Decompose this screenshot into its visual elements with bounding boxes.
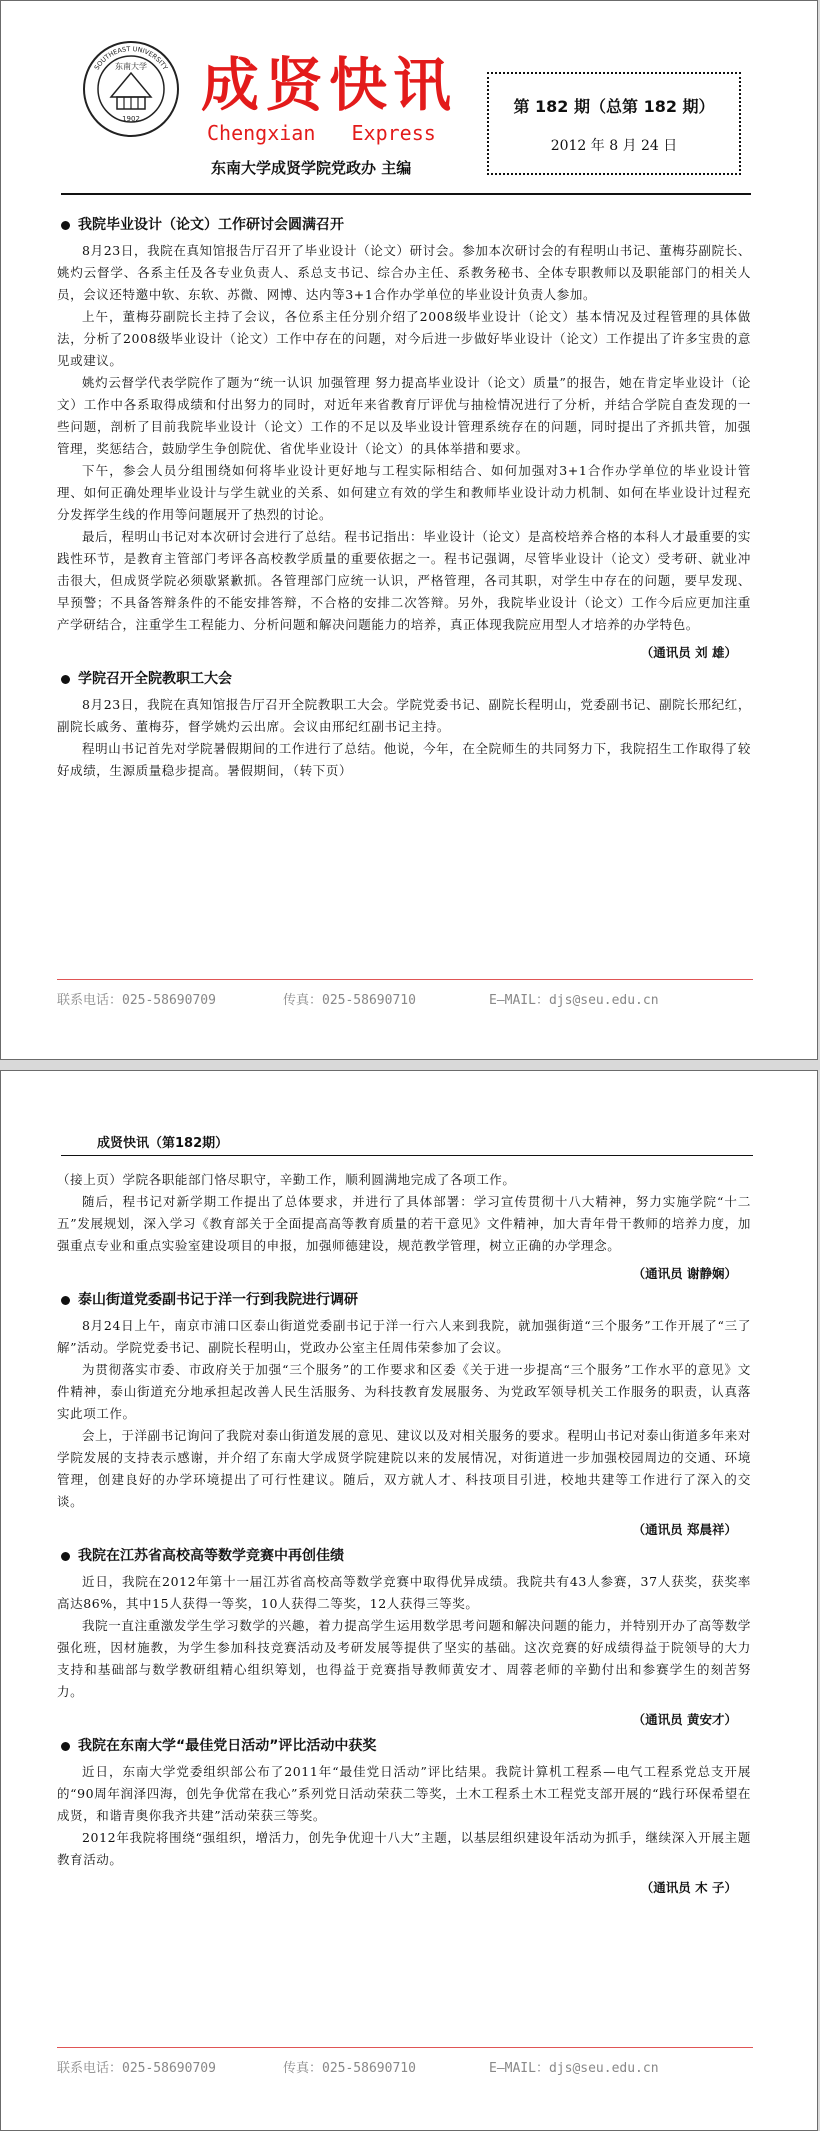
running-header: 成贤快讯（第182期）	[97, 1136, 229, 1151]
footer-email: E—MAIL：djs@seu.edu.cn	[489, 2061, 659, 2076]
article-headline: 我院在江苏省高校高等数学竞赛中再创佳绩	[57, 1545, 751, 1567]
bullet-icon	[61, 675, 70, 684]
footer-email: E—MAIL：djs@seu.edu.cn	[489, 993, 659, 1008]
paragraph: 姚灼云督学代表学院作了题为“统一认识 加强管理 努力提高毕业设计（论文）质量”的报告，她在肯定毕业设计（论文）工作中各系取得成绩和付出努力的同时，对近年来省教育厅评优与抽检情况进行了分析，并结合学院自查发现的一些问题，剖析了目前我院毕业设计（论文）工作的不足以及毕业设计管理系统存在的问题，同时提出了齐抓共管，加强管理，奖惩结合，鼓励学生争创院优、省优毕业设计（论文）的具体举措和要求。	[57, 375, 751, 456]
university-seal-logo	[81, 39, 181, 139]
footer-phone: 联系电话：025-58690709	[57, 993, 216, 1008]
article-byline: （通讯员 谢静娴）	[632, 1266, 737, 1281]
masthead-divider	[61, 193, 751, 195]
paragraph: 最后，程明山书记对本次研讨会进行了总结。程书记指出：毕业设计（论文）是高校培养合格的本科人才最重要的实践性环节，是教育主管部门考评各高校教学质量的重要依据之一。程书记强调，尽管毕业设计（论文）受考研、就业冲击很大，但成贤学院必须歇紧歉抓。各管理部门应统一认识，严格管理，各司其职，对学生中存在的问题，要早发现、早预警；不具备答辩条件的不能安排答辩，不合格的安排二次答辩。另外，我院毕业设计（论文）工作今后应更加注重产学研结合，注重学生工程能力、分析问题和解决问题能力的培养，真正体现我院应用型人才培养的办学特色。	[57, 529, 751, 632]
paragraph: 上午，董梅芬副院长主持了会议，各位系主任分别介绍了2008级毕业设计（论文）基本情况及过程管理的具体做法，分析了2008级毕业设计（论文）工作中存在的问题，对今后进一步做好毕业设计（论文）工作提出了许多宝贵的意见或建议。	[57, 309, 751, 368]
article-headline: 我院在东南大学“最佳党日活动”评比活动中获奖	[57, 1735, 751, 1757]
paragraph: 会上，于洋副书记询问了我院对泰山街道发展的意见、建议以及对相关服务的要求。程明山书记对泰山街道多年来对学院发展的支持表示感谢，并介绍了东南大学成贤学院建院以来的发展情况，对街道进一步加强校园周边的交通、环境管理，创建良好的办学环境提出了可行性建议。随后，双方就人才、科技项目引进，校地共建等工作进行了深入的交谈。	[57, 1428, 751, 1509]
paragraph: 8月23日，我院在真知馆报告厅召开全院教职工大会。学院党委书记、副院长程明山，党委副书记、副院长邢纪红，副院长戚务、董梅芬，督学姚灼云出席。会议由邢纪红副书记主持。	[57, 697, 751, 734]
paragraph: 程明山书记首先对学院暑假期间的工作进行了总结。他说，今年，在全院师生的共同努力下，我院招生工作取得了较好成绩，生源质量稳步提高。暑假期间，（转下页）	[57, 741, 751, 778]
paragraph: 随后，程书记对新学期工作提出了总体要求，并进行了具体部署：学习宣传贯彻十八大精神，努力实施学院“十二五”发展规划，深入学习《教育部关于全面提高高等教育质量的若干意见》文件精神，加大青年骨干教师的培养力度，加强重点专业和重点实验室建设项目的申报，加强师德建设，规范教学管理，树立正确的办学理念。	[57, 1194, 751, 1253]
footer-divider	[57, 2047, 753, 2048]
page-gap	[0, 1060, 820, 1070]
page-2	[0, 1070, 818, 2131]
paragraph: 2012年我院将围绕“强组织，增活力，创先争优迎十八大”主题，以基层组织建设年活动为抓手，继续深入开展主题教育活动。	[57, 1830, 751, 1867]
article-byline: （通讯员 郑晨祥）	[632, 1522, 737, 1537]
article-byline: （通讯员 黄安才）	[632, 1712, 737, 1727]
bullet-icon	[61, 1552, 70, 1561]
article-byline: （通讯员 刘 雄）	[640, 645, 737, 660]
issue-number: 第 182 期（总第 182 期）	[513, 97, 715, 116]
paragraph: 近日，东南大学党委组织部公布了2011年“最佳党日活动”评比结果。我院计算机工程系—电气工程系党总支开展的“90周年润泽四海，创先争优常在我心”系列党日活动荣获二等奖，土木工程系土木工程党支部开展的“践行环保希望在成贤，和谐青奥你我齐共建”活动荣获三等奖。	[57, 1764, 751, 1823]
paragraph: 我院一直注重激发学生学习数学的兴趣，着力提高学生运用数学思考问题和解决问题的能力，并特别开办了高等数学强化班，因材施教，为学生参加科技竞赛活动及考研发展等提供了坚实的基础。这次竞赛的好成绩得益于院领导的大力支持和基础部与数学教研组精心组织筹划，也得益于竞赛指导教师黄安才、周蓉老师的辛勤付出和参赛学生的刻苦努力。	[57, 1618, 751, 1699]
newsletter-title: 成贤快讯	[201, 51, 458, 119]
bullet-icon	[61, 1296, 70, 1305]
paragraph: 8月23日，我院在真知馆报告厅召开了毕业设计（论文）研讨会。参加本次研讨会的有程明山书记、董梅芬副院长、姚灼云督学、各系主任及各专业负责人、系总支书记、综合办主任、系教务秘书、全体专职教师以及职能部门的相关人员，会议还特邀中软、东软、苏微、网博、达内等3+1合作办学单位的毕业设计负责人参加。	[57, 243, 751, 302]
seal-ring-text: SOUTHEAST UNIVERSITY	[92, 44, 170, 72]
header-divider	[61, 1155, 753, 1156]
editor-office: 东南大学成贤学院党政办 主编	[211, 159, 412, 177]
paragraph: 近日，我院在2012年第十一届江苏省高校高等数学竞赛中取得优异成绩。我院共有43人参赛，37人获奖，获奖率高达86%，其中15人获得一等奖，10人获得二等奖，12人获得三等奖。	[57, 1574, 751, 1611]
article-headline: 泰山街道党委副书记于洋一行到我院进行调研	[57, 1289, 751, 1311]
footer-phone: 联系电话：025-58690709	[57, 2061, 216, 2076]
article-continued	[57, 1169, 751, 1903]
paragraph: 8月24日上午，南京市浦口区泰山街道党委副书记于洋一行六人来到我院，就加强街道“三个服务”工作开展了“三了解”活动。学院党委书记、副院长程明山，党政办公室主任周伟荣参加了会议。	[57, 1318, 751, 1355]
article-graduation-design	[57, 214, 751, 782]
paragraph: （接上页）学院各职能部门恪尽职守，辛勤工作，顺利圆满地完成了各项工作。	[57, 1172, 516, 1187]
bullet-icon	[61, 1742, 70, 1751]
paragraph: 下午，参会人员分组围绕如何将毕业设计更好地与工程实际相结合、如何加强对3+1合作办学单位的毕业设计管理、如何正确处理毕业设计与学生就业的关系、如何建立有效的学生和教师毕业设计动力机制、如何在毕业设计过程充分发挥学生线的作用等问题展开了热烈的讨论。	[57, 463, 751, 522]
article-headline: 学院召开全院教职工大会	[57, 668, 751, 690]
footer-divider	[57, 979, 753, 980]
article-headline: 我院毕业设计（论文）工作研讨会圆满召开	[57, 214, 751, 236]
footer-fax: 传真：025-58690710	[283, 2061, 416, 2076]
issue-date: 2012 年 8 月 24 日	[550, 138, 678, 154]
newsletter-title-english: Chengxian Express	[207, 121, 436, 145]
seal-chinese-name: 东南大学	[115, 62, 147, 71]
issue-box	[487, 72, 741, 175]
bullet-icon	[61, 221, 70, 230]
seal-year: 1902	[122, 115, 140, 123]
paragraph: 为贯彻落实市委、市政府关于加强“三个服务”的工作要求和区委《关于进一步提高“三个服务”工作水平的意见》文件精神，泰山街道充分地承担起改善人民生活服务、为科技教育发展服务、为党政军领导机关工作服务的职责，认真落实此项工作。	[57, 1362, 751, 1421]
article-byline: （通讯员 木 子）	[640, 1880, 737, 1895]
footer-fax: 传真：025-58690710	[283, 993, 416, 1008]
page-1	[0, 0, 818, 1060]
